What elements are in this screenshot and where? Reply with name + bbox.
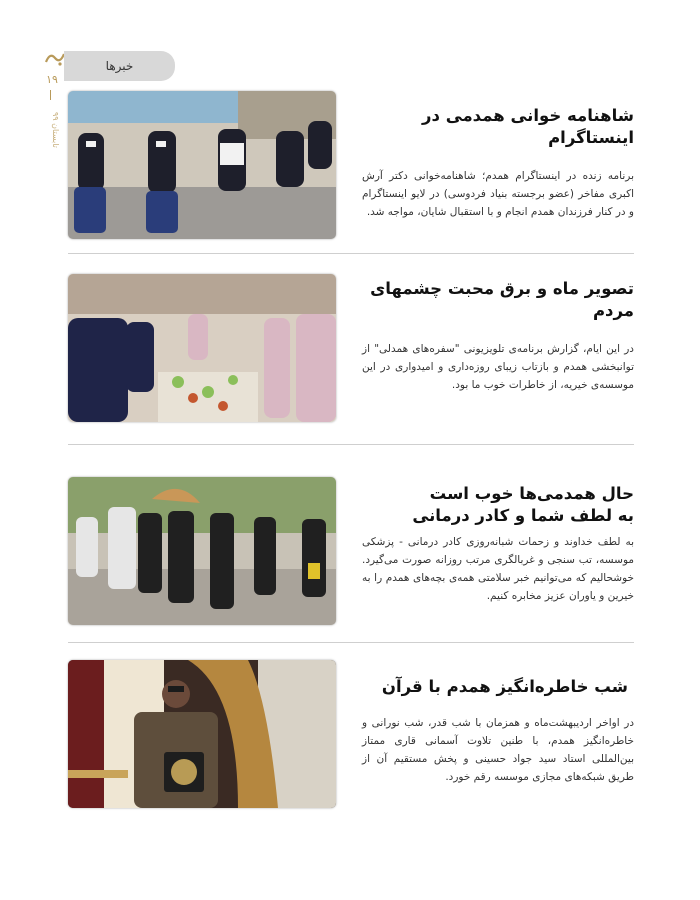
article-headline-line1: حال همدمی‌ها خوب است	[429, 484, 634, 503]
section-tab: خبرها	[64, 51, 175, 81]
article-headline-line2: به لطف شما و کادر درمانی	[412, 506, 634, 525]
article-photo	[68, 274, 336, 422]
article-photo	[68, 477, 336, 625]
issue-label: تابستان ۹۹	[51, 112, 60, 148]
article-body: به لطف خداوند و زحمات شبانه‌روزی کادر درمانی - پزشکی موسسه، تب سنجی و غربالگری مرتب روزانه صورت می‌گیرد. خوشحالیم که می‌توانیم خبر سلامتی همه‌ی بچه‌های همدم را به خیرین و یاوران عزیز مخابره کنیم.	[362, 536, 634, 602]
article-text	[362, 676, 634, 786]
article-item	[68, 91, 634, 239]
sidebar-divider	[50, 90, 51, 100]
divider	[68, 253, 634, 254]
article-body: برنامه زنده در اینستاگرام همدم؛ شاهنامه‌خوانی دکتر آرش اکبری مفاخر (عضو برجسته بنیاد فردوسی) در لایو اینستاگرام و در کنار فرزندان همدم انجام و با استقبال شایان، مواجه شد.	[362, 170, 634, 218]
article-photo	[68, 660, 336, 808]
article-text	[362, 105, 634, 221]
article-body: در این ایام، گزارش برنامه‌ی تلویزیونی "سفره‌های همدلی" از توانبخشی همدم و بازتاب زیبای روزه‌داری و امیدواری در این موسسه‌ی خیریه، از خاطرات خوب ما بود.	[362, 343, 634, 391]
article-headline: شاهنامه خوانی همدمی در اینستاگرام	[422, 106, 634, 147]
hamdam-logo-icon	[44, 50, 66, 68]
article-headline: تصویر ماه و برق محبت چشمهای مردم	[370, 279, 634, 320]
divider	[68, 444, 634, 445]
article-text	[362, 278, 634, 394]
article-item	[68, 660, 634, 808]
article-item	[68, 477, 634, 625]
article-photo	[68, 91, 336, 239]
article-headline	[362, 483, 634, 527]
article-item	[68, 274, 634, 422]
page-number: ۱۹	[46, 73, 58, 86]
article-headline: شب خاطره‌انگیز همدم با قرآن	[381, 677, 628, 696]
article-text	[362, 483, 634, 605]
divider	[68, 642, 634, 643]
article-body: در اواخر اردیبهشت‌ماه و همزمان با شب قدر، شب نورانی و خاطره‌انگیز همدم، با طنین تلاوت آسمانی قاری ممتاز بین‌المللی استاد سید جواد حسینی و پخش مستقیم آن از طریق شبکه‌های مجازی موسسه رقم خورد.	[362, 717, 634, 783]
